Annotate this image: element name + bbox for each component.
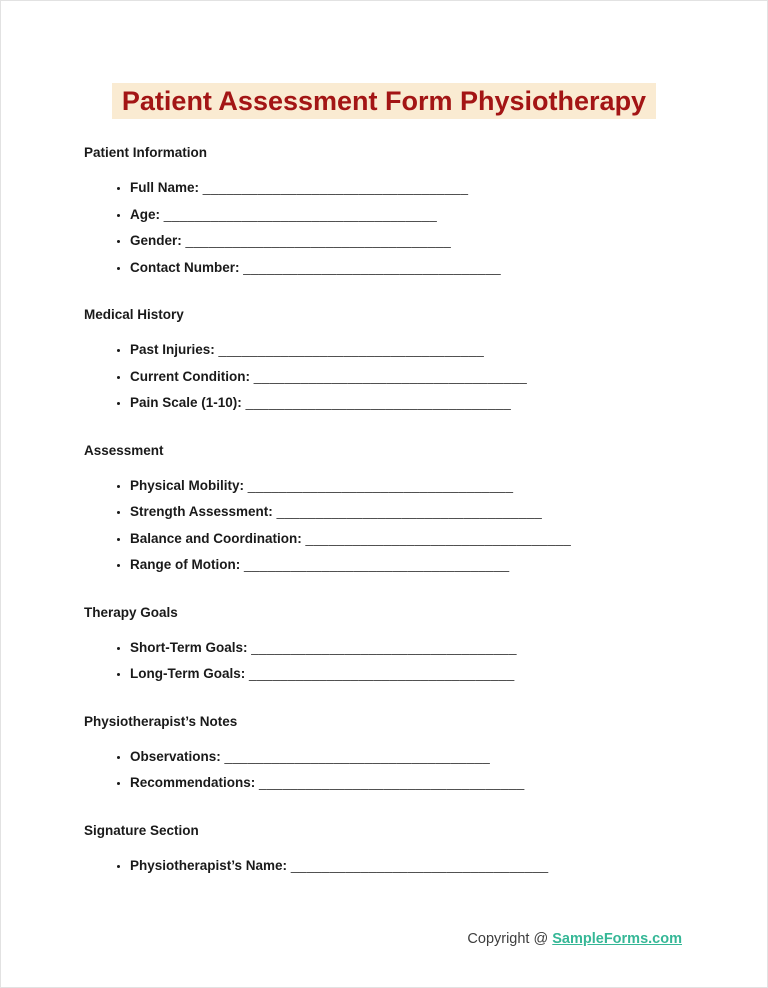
title-block (1, 1, 767, 119)
field-label: Long-Term Goals: (130, 666, 246, 682)
field-label: Current Condition: (130, 368, 250, 384)
field-label: Contact Number: (130, 259, 240, 275)
section-heading: Patient Information (84, 145, 208, 161)
section-patient-information (1, 145, 767, 281)
section-heading: Medical History (84, 307, 184, 323)
field-blank-line: __________________________________ (245, 395, 512, 411)
field-blank-line: __________________________________ (224, 748, 491, 764)
field-blank-line: ___________________________________ (253, 368, 528, 384)
form-field-age (130, 202, 767, 229)
field-blank-line: __________________________________ (218, 342, 485, 358)
field-blank-line: __________________________________ (249, 666, 515, 682)
field-list (1, 853, 767, 880)
field-blank-line: __________________________________ (276, 504, 543, 520)
field-label: Range of Motion: (130, 557, 241, 573)
section-physiotherapist-notes (1, 714, 767, 797)
section-heading: Therapy Goals (84, 604, 178, 620)
section-heading: Assessment (84, 442, 164, 458)
field-label: Short-Term Goals: (130, 639, 248, 655)
form-field-contact-number (130, 255, 767, 282)
field-label: Strength Assessment: (130, 504, 273, 520)
section-heading: Signature Section (84, 822, 199, 838)
field-blank-line: __________________________________ (185, 233, 452, 249)
field-blank-line: __________________________________ (259, 775, 525, 791)
field-list (1, 635, 767, 688)
field-label: Balance and Coordination: (130, 530, 302, 546)
field-blank-line: _________________________________ (243, 259, 501, 275)
form-field-recommendations (130, 770, 767, 797)
sampleforms-link[interactable]: SampleForms.com (552, 931, 682, 947)
field-list (1, 744, 767, 797)
field-blank-line: __________________________________ (305, 530, 572, 546)
form-field-long-term-goals (130, 661, 767, 688)
field-label: Past Injuries: (130, 342, 215, 358)
section-medical-history (1, 307, 767, 417)
form-field-current-condition (130, 364, 767, 391)
field-label: Full Name: (130, 180, 200, 196)
field-label: Observations: (130, 748, 221, 764)
form-field-physical-mobility (130, 473, 767, 500)
form-field-short-term-goals (130, 635, 767, 662)
copyright-text: Copyright @ (467, 931, 553, 947)
field-label: Age: (130, 206, 160, 222)
form-field-range-of-motion (130, 552, 767, 579)
section-assessment (1, 443, 767, 579)
section-heading: Physiotherapist’s Notes (84, 713, 238, 729)
field-blank-line: __________________________________ (202, 180, 469, 196)
form-field-strength-assessment (130, 499, 767, 526)
field-blank-line: __________________________________ (247, 477, 514, 493)
form-field-pain-scale (130, 390, 767, 417)
field-label: Gender: (130, 233, 182, 249)
page-title: Patient Assessment Form Physiotherapy (112, 83, 656, 119)
form-field-balance-coordination (130, 526, 767, 553)
field-label: Recommendations: (130, 775, 256, 791)
field-list (1, 175, 767, 281)
section-therapy-goals (1, 605, 767, 688)
field-blank-line: ___________________________________ (163, 206, 438, 222)
form-field-physiotherapist-name (130, 853, 767, 880)
form-field-gender (130, 228, 767, 255)
form-field-full-name (130, 175, 767, 202)
form-field-observations (130, 744, 767, 771)
field-label: Physiotherapist’s Name: (130, 857, 288, 873)
footer (467, 931, 682, 947)
field-label: Pain Scale (1-10): (130, 395, 242, 411)
field-label: Physical Mobility: (130, 477, 245, 493)
field-list (1, 473, 767, 579)
field-blank-line: _________________________________ (290, 857, 549, 873)
form-field-past-injuries (130, 337, 767, 364)
field-blank-line: __________________________________ (251, 639, 517, 655)
section-signature (1, 823, 767, 880)
field-list (1, 337, 767, 417)
field-blank-line: __________________________________ (244, 557, 510, 573)
